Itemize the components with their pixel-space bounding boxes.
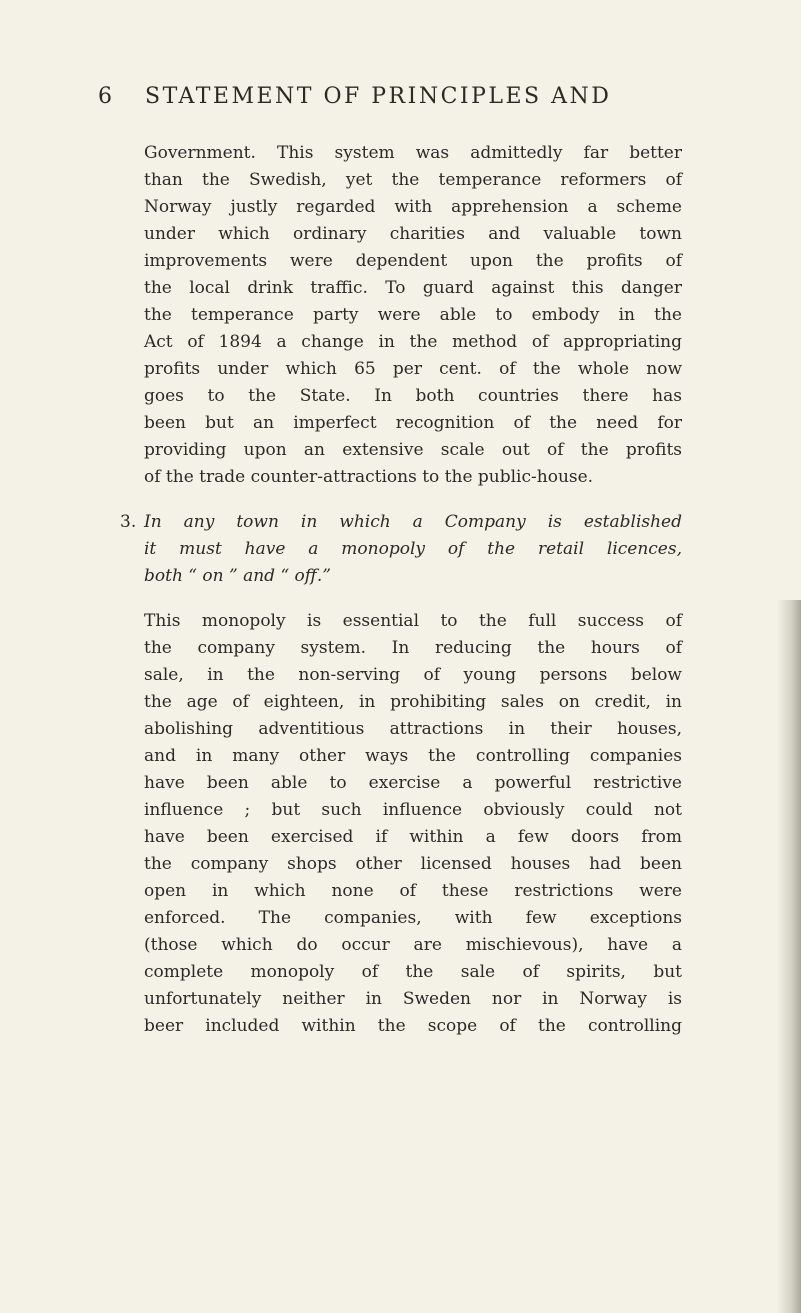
section-heading-line: it must have a monopoly of the retail licences,: [144, 539, 682, 559]
text-line: and in many other ways the controlling companies: [144, 746, 682, 766]
section-heading-line: In any town in which a Company is established: [144, 512, 682, 532]
text-line: Act of 1894 a change in the method of appropriating: [144, 332, 682, 352]
text-line: enforced. The companies, with few exceptions: [144, 908, 682, 928]
text-line: of the trade counter-attractions to the public-house.: [144, 467, 594, 487]
text-line: This monopoly is essential to the full success of: [144, 611, 682, 631]
text-line: been but an imperfect recognition of the need for: [144, 413, 682, 433]
text-line: open in which none of these restrictions were: [144, 881, 682, 901]
text-line: the temperance party were able to embody in the: [144, 305, 682, 325]
text-line: Government. This system was admittedly far better: [144, 143, 682, 163]
running-head-title: STATEMENT OF PRINCIPLES AND: [145, 84, 612, 109]
text-line: abolishing adventitious attractions in their houses,: [144, 719, 682, 739]
text-line: influence ; but such influence obviously could not: [144, 800, 682, 820]
section-heading-3: [120, 509, 682, 590]
paragraph-monopoly: [144, 608, 682, 1040]
paragraph-government: [144, 140, 682, 491]
text-line: providing upon an extensive scale out of the profits: [144, 440, 682, 460]
page-edge-shadow: [777, 600, 801, 1313]
text-line: the local drink traffic. To guard against this danger: [144, 278, 682, 298]
text-line: the company shops other licensed houses had been: [144, 854, 682, 874]
text-line: improvements were dependent upon the profits of: [144, 251, 682, 271]
paragraph-gap: [144, 491, 682, 509]
running-head: [98, 84, 658, 114]
text-line: Norway justly regarded with apprehension a scheme: [144, 197, 682, 217]
text-line: unfortunately neither in Sweden nor in Norway is: [144, 989, 682, 1009]
text-line: the age of eighteen, in prohibiting sales on credit, in: [144, 692, 682, 712]
text-line: beer included within the scope of the controlling: [144, 1016, 682, 1036]
section-number: 3.: [120, 512, 137, 532]
text-line: have been able to exercise a powerful restrictive: [144, 773, 682, 793]
text-line: under which ordinary charities and valuable town: [144, 224, 682, 244]
paragraph-gap: [144, 590, 682, 608]
text-line: goes to the State. In both countries there has: [144, 386, 682, 406]
body-text: [120, 140, 682, 1040]
text-line: complete monopoly of the sale of spirits, but: [144, 962, 682, 982]
text-line: the company system. In reducing the hours of: [144, 638, 682, 658]
text-line: sale, in the non-serving of young persons below: [144, 665, 682, 685]
text-line: profits under which 65 per cent. of the whole now: [144, 359, 682, 379]
text-line: have been exercised if within a few doors from: [144, 827, 682, 847]
text-line: than the Swedish, yet the temperance reformers of: [144, 170, 682, 190]
section-heading-line: both “ on ” and “ off.”: [144, 566, 331, 586]
page-number: 6: [98, 84, 113, 109]
text-line: (those which do occur are mischievous), have a: [144, 935, 682, 955]
